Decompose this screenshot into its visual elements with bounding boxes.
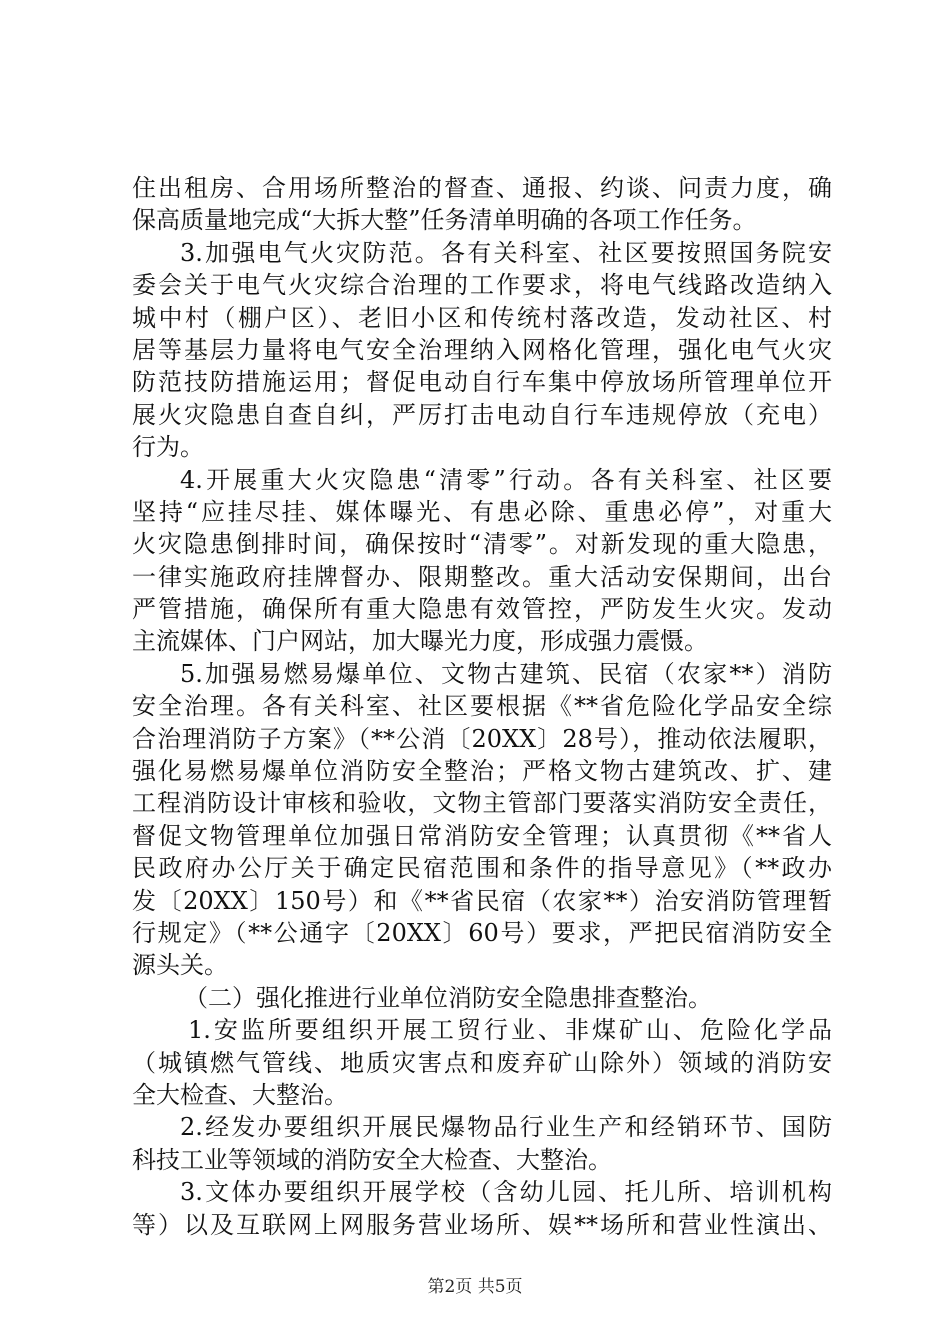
text-line: 4.开展重大火灾隐患“清零”行动。各有关科室、社区要: [180, 465, 832, 494]
text-line: 源头关。: [132, 951, 228, 980]
page-number-footer: 第2页 共5页: [427, 1277, 523, 1297]
text-line: 3.文体办要组织开展学校（含幼儿园、托儿所、培训机构: [180, 1178, 832, 1207]
text-line: 委会关于电气火灾综合治理的工作要求，将电气线路改造纳入: [132, 271, 832, 300]
text-line: 等）以及互联网上网服务营业场所、娱**场所和营业性演出、: [132, 1210, 832, 1239]
text-line: 住出租房、合用场所整治的督查、通报、约谈、问责力度，确: [132, 174, 832, 202]
text-line: 督促文物管理单位加强日常消防安全管理；认真贯彻《**省人: [132, 821, 832, 850]
text-line: 严管措施，确保所有重大隐患有效管控，严防发生火灾。发动: [132, 595, 832, 624]
text-line: 坚持“应挂尽挂、媒体曝光、有患必除、重患必停”，对重大: [132, 497, 832, 526]
text-line: 合治理消防子方案》（**公消〔20XX〕28号），推动依法履职，: [132, 724, 832, 753]
text-line: 主流媒体、门户网站，加大曝光力度，形成强力震慑。: [132, 627, 708, 656]
text-line: 科技工业等领域的消防安全大检查、大整治。: [132, 1145, 612, 1174]
text-line: 发〔20XX〕150号）和《**省民宿（农家**）治安消防管理暂: [132, 886, 832, 915]
text-line: 民政府办公厅关于确定民宿范围和条件的指导意见》（**政办: [132, 854, 832, 883]
text-line: 3.加强电气火灾防范。各有关科室、社区要按照国务院安: [180, 238, 832, 267]
text-line: 5.加强易燃易爆单位、文物古建筑、民宿（农家**）消防: [180, 659, 832, 688]
text-line: 城中村（棚户区）、老旧小区和传统村落改造，发动社区、村: [132, 303, 832, 332]
text-line: 防范技防措施运用；督促电动自行车集中停放场所管理单位开: [132, 368, 832, 397]
section-heading: （二）强化推进行业单位消防安全隐患排查整治。: [184, 983, 712, 1012]
text-line: 1.安监所要组织开展工贸行业、非煤矿山、危险化学品: [188, 1016, 832, 1045]
text-line: 火灾隐患倒排时间，确保按时“清零”。对新发现的重大隐患，: [132, 530, 832, 559]
text-line: 强化易燃易爆单位消防安全整治；严格文物古建筑改、扩、建: [132, 757, 832, 786]
text-line: 保高质量地完成“大拆大整”任务清单明确的各项工作任务。: [132, 206, 757, 235]
text-line: （城镇燃气管线、地质灾害点和废弃矿山除外）领域的消防安: [132, 1048, 832, 1077]
text-line: 行为。: [132, 433, 204, 462]
text-line: 一律实施政府挂牌督办、限期整改。重大活动安保期间，出台: [132, 562, 832, 591]
text-line: 展火灾隐患自查自纠，严厉打击电动自行车违规停放（充电）: [132, 400, 832, 429]
text-line: 安全治理。各有关科室、社区要根据《**省危险化学品安全综: [132, 692, 832, 721]
text-line: 全大检查、大整治。: [132, 1080, 348, 1109]
text-line: 行规定》（**公通字〔20XX〕60号）要求，严把民宿消防安全: [132, 918, 832, 947]
text-line: 2.经发办要组织开展民爆物品行业生产和经销环节、国防: [180, 1113, 832, 1142]
text-line: 工程消防设计审核和验收，文物主管部门要落实消防安全责任，: [132, 789, 832, 818]
text-line: 居等基层力量将电气安全治理纳入网格化管理，强化电气火灾: [132, 335, 832, 364]
document-body: [132, 172, 832, 1241]
